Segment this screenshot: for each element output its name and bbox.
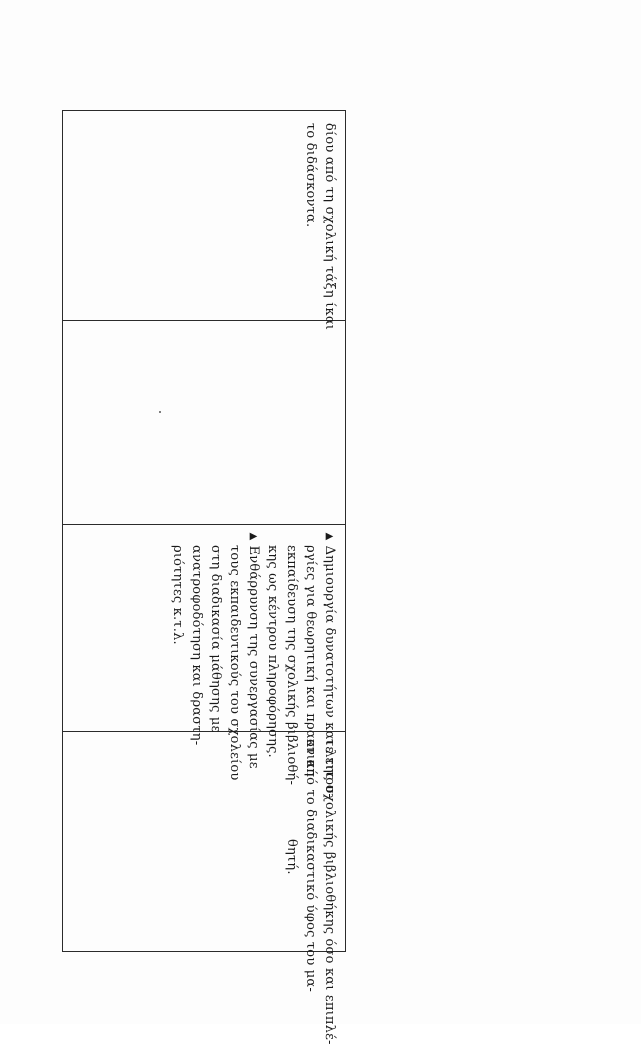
stray-mark [159,411,161,413]
cell-3-line: τους εκπαιδευτικούς του σχολείου [227,545,242,781]
table-cell-1-text [301,123,339,330]
cell-3-line: ▶ Δημιουργία δυνατοτήτων και λειτου- [320,531,339,798]
cell-3-line: ριότητες κ.τ.λ. [170,545,185,645]
cell-3-line: ργίες για θεωρητική και πρακτική [303,545,318,777]
rotated-table [62,110,346,1045]
cell-3-line: ανατροφοδότηση και δραστη- [189,545,204,746]
cell-1-line: δίου από τη σχολική τάξη ίκαι [322,123,337,331]
row-divider [63,524,345,525]
cell-3-line: στη διαδικασία μάθησης με [208,545,223,733]
cell-4-line: ον από το διαδικαστικό ύφος του μα- [303,739,318,992]
cell-1-line: το διδάσκοντα. [303,123,318,228]
cell-4-line: τε της σχολικής βιβλιοθήκης όσο και επιπλέ- [322,739,337,1045]
cell-4-line: θητή. [284,839,299,875]
table-cell-4-text [282,739,339,1045]
cell-3-line: εκπαίδευση της σχολικής βιβλιοθή- [284,545,299,786]
cell-3-line: κης ως κέντρου πληροφόρησης. [265,545,280,758]
cell-3-line: ▶ Ενθάρρυνση της συνεργασίας με [244,531,263,798]
